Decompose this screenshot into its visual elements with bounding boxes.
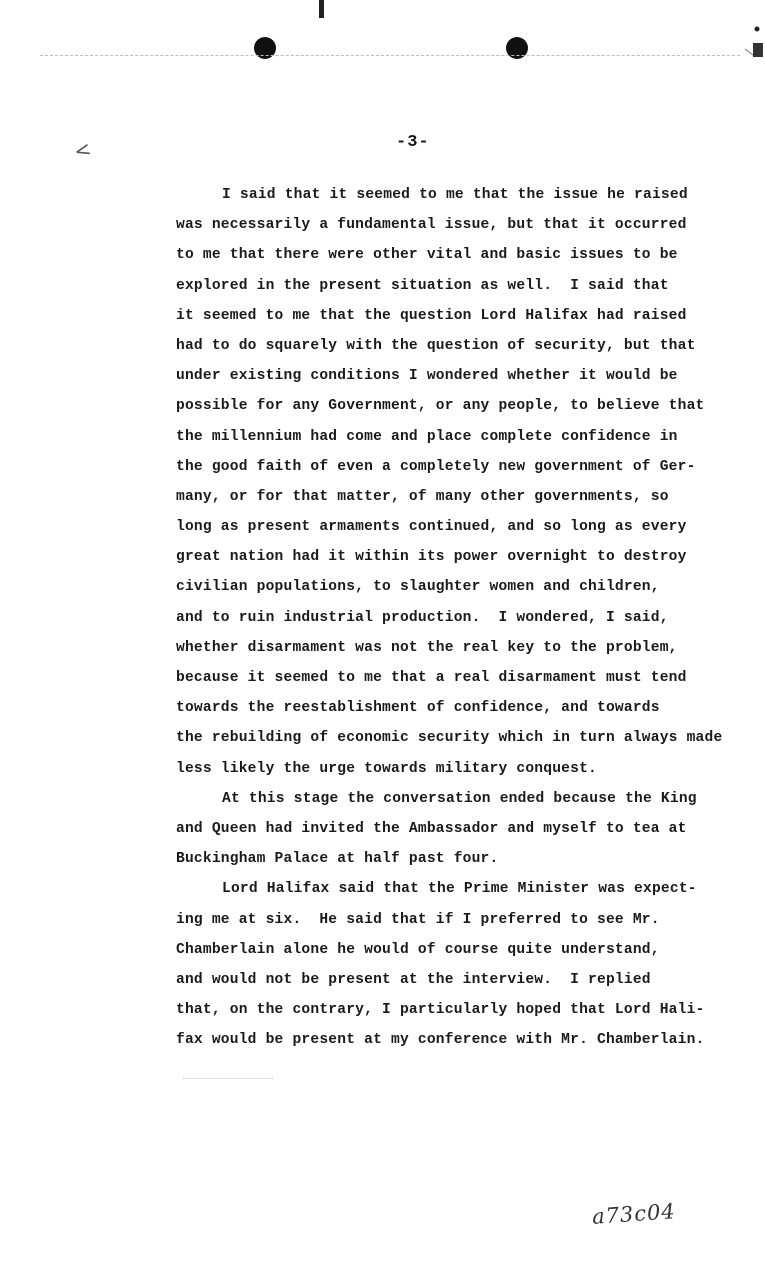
text-line: fax would be present at my conference with Mr. Chamberlain. — [176, 1032, 705, 1049]
text-line: Chamberlain alone he would of course quite understand, — [176, 941, 660, 958]
corner-clip-mark — [741, 25, 763, 61]
text-line: the good faith of even a completely new government of Ger- — [176, 458, 696, 475]
top-fold-line — [40, 55, 740, 56]
top-edge-mark — [319, 0, 324, 18]
text-line: and would not be present at the interview. I replied — [176, 971, 651, 988]
text-line: whether disarmament was not the real key to the problem, — [176, 639, 678, 656]
text-line: the millennium had come and place complete confidence in — [176, 428, 678, 445]
text-line: possible for any Government, or any people, to believe that — [176, 398, 705, 415]
text-line: many, or for that matter, of many other governments, so — [176, 488, 669, 505]
text-line: and to ruin industrial production. I wondered, I said, — [176, 609, 669, 626]
text-line: the rebuilding of economic security which in turn always made — [176, 730, 723, 747]
text-line: that, on the contrary, I particularly hoped that Lord Hali- — [176, 1002, 705, 1019]
text-line: Lord Halifax said that the Prime Minister was expect- — [222, 881, 697, 898]
text-line: less likely the urge towards military conquest. — [176, 760, 598, 777]
text-line: civilian populations, to slaughter women and children, — [176, 579, 660, 596]
text-line: ing me at six. He said that if I preferred to see Mr. — [176, 911, 660, 928]
archive-code-handwritten: a73c04 — [591, 1199, 677, 1229]
paragraph-2 — [176, 784, 746, 875]
text-line: At this stage the conversation ended because the King — [222, 790, 697, 807]
text-line: long as present armaments continued, and so long as every — [176, 519, 687, 536]
text-line: because it seemed to me that a real disarmament must tend — [176, 670, 687, 686]
page-number: -3- — [396, 133, 430, 152]
text-line: was necessarily a fundamental issue, but that it occurred — [176, 217, 687, 234]
text-line: towards the reestablishment of confidence, and towards — [176, 700, 660, 717]
paragraph-1 — [176, 180, 746, 784]
text-line: and Queen had invited the Ambassador and myself to tea at — [176, 820, 687, 837]
text-line: great nation had it within its power overnight to destroy — [176, 549, 687, 566]
text-line: Buckingham Palace at half past four. — [176, 851, 499, 868]
body-text — [176, 180, 746, 1055]
faint-smudge — [183, 1078, 273, 1079]
text-line: to me that there were other vital and basic issues to be — [176, 247, 678, 264]
margin-pencil-mark: < — [71, 136, 94, 164]
paragraph-3 — [176, 874, 746, 1055]
text-line: under existing conditions I wondered whether it would be — [176, 368, 678, 385]
text-line: had to do squarely with the question of security, but that — [176, 337, 696, 354]
text-line: it seemed to me that the question Lord Halifax had raised — [176, 307, 687, 324]
text-line: explored in the present situation as well. I said that — [176, 277, 669, 294]
text-line: I said that it seemed to me that the issue he raised — [222, 187, 688, 203]
